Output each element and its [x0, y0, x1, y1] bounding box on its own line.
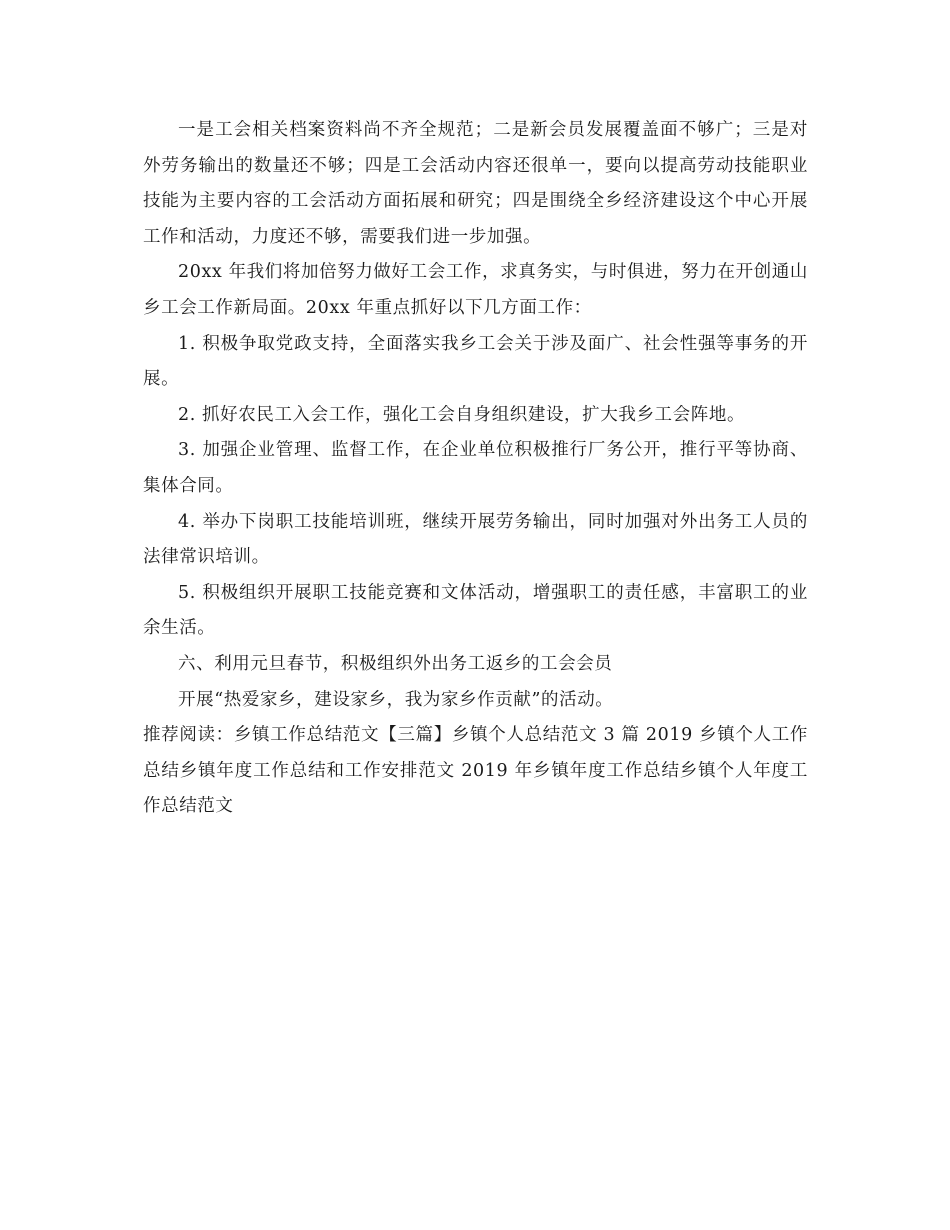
document-body	[143, 113, 808, 825]
section-six-text: 开展“热爱家乡，建设家乡，我为家乡作贡献”的活动。	[178, 689, 614, 710]
list-item-5: 5. 积极组织开展职工技能竞赛和文体活动，增强职工的责任感，丰富职工的业余生活。	[143, 582, 808, 639]
paragraph-shortcomings: 一是工会相关档案资料尚不齐全规范；二是新会员发展覆盖面不够广；三是对外劳务输出的数量还不够；四是工会活动内容还很单一，要向以提高劳动技能职业技能为主要内容的工会活动方面拓展和研究；四是围绕全乡经济建设这个中心开展工作和活动，力度还不够，需要我们进一步加强。	[143, 120, 808, 247]
list-item-3: 3. 加强企业管理、监督工作，在企业单位积极推行厂务公开，推行平等协商、集体合同。	[143, 440, 808, 496]
section-six-heading: 六、利用元旦春节，积极组织外出务工返乡的工会会员	[178, 653, 613, 674]
recommended-reading: 推荐阅读：乡镇工作总结范文【三篇】乡镇个人总结范文 3 篇 2019 乡镇个人工作总结乡镇年度工作总结和工作安排范文 2019 年乡镇年度工作总结乡镇个人年度工作总结范文	[143, 725, 808, 817]
list-item-1: 1. 积极争取党政支持，全面落实我乡工会关于涉及面广、社会性强等事务的开展。	[143, 333, 808, 390]
list-item-2: 2. 抓好农民工入会工作，强化工会自身组织建设，扩大我乡工会阵地。	[178, 404, 746, 425]
paragraph-plan-intro: 20xx 年我们将加倍努力做好工会工作，求真务实，与时俱进，努力在开创通山乡工会工作新局面。20xx 年重点抓好以下几方面工作：	[143, 262, 808, 318]
list-item-4: 4. 举办下岗职工技能培训班，继续开展劳务输出，同时加强对外出务工人员的法律常识培训。	[143, 511, 808, 568]
